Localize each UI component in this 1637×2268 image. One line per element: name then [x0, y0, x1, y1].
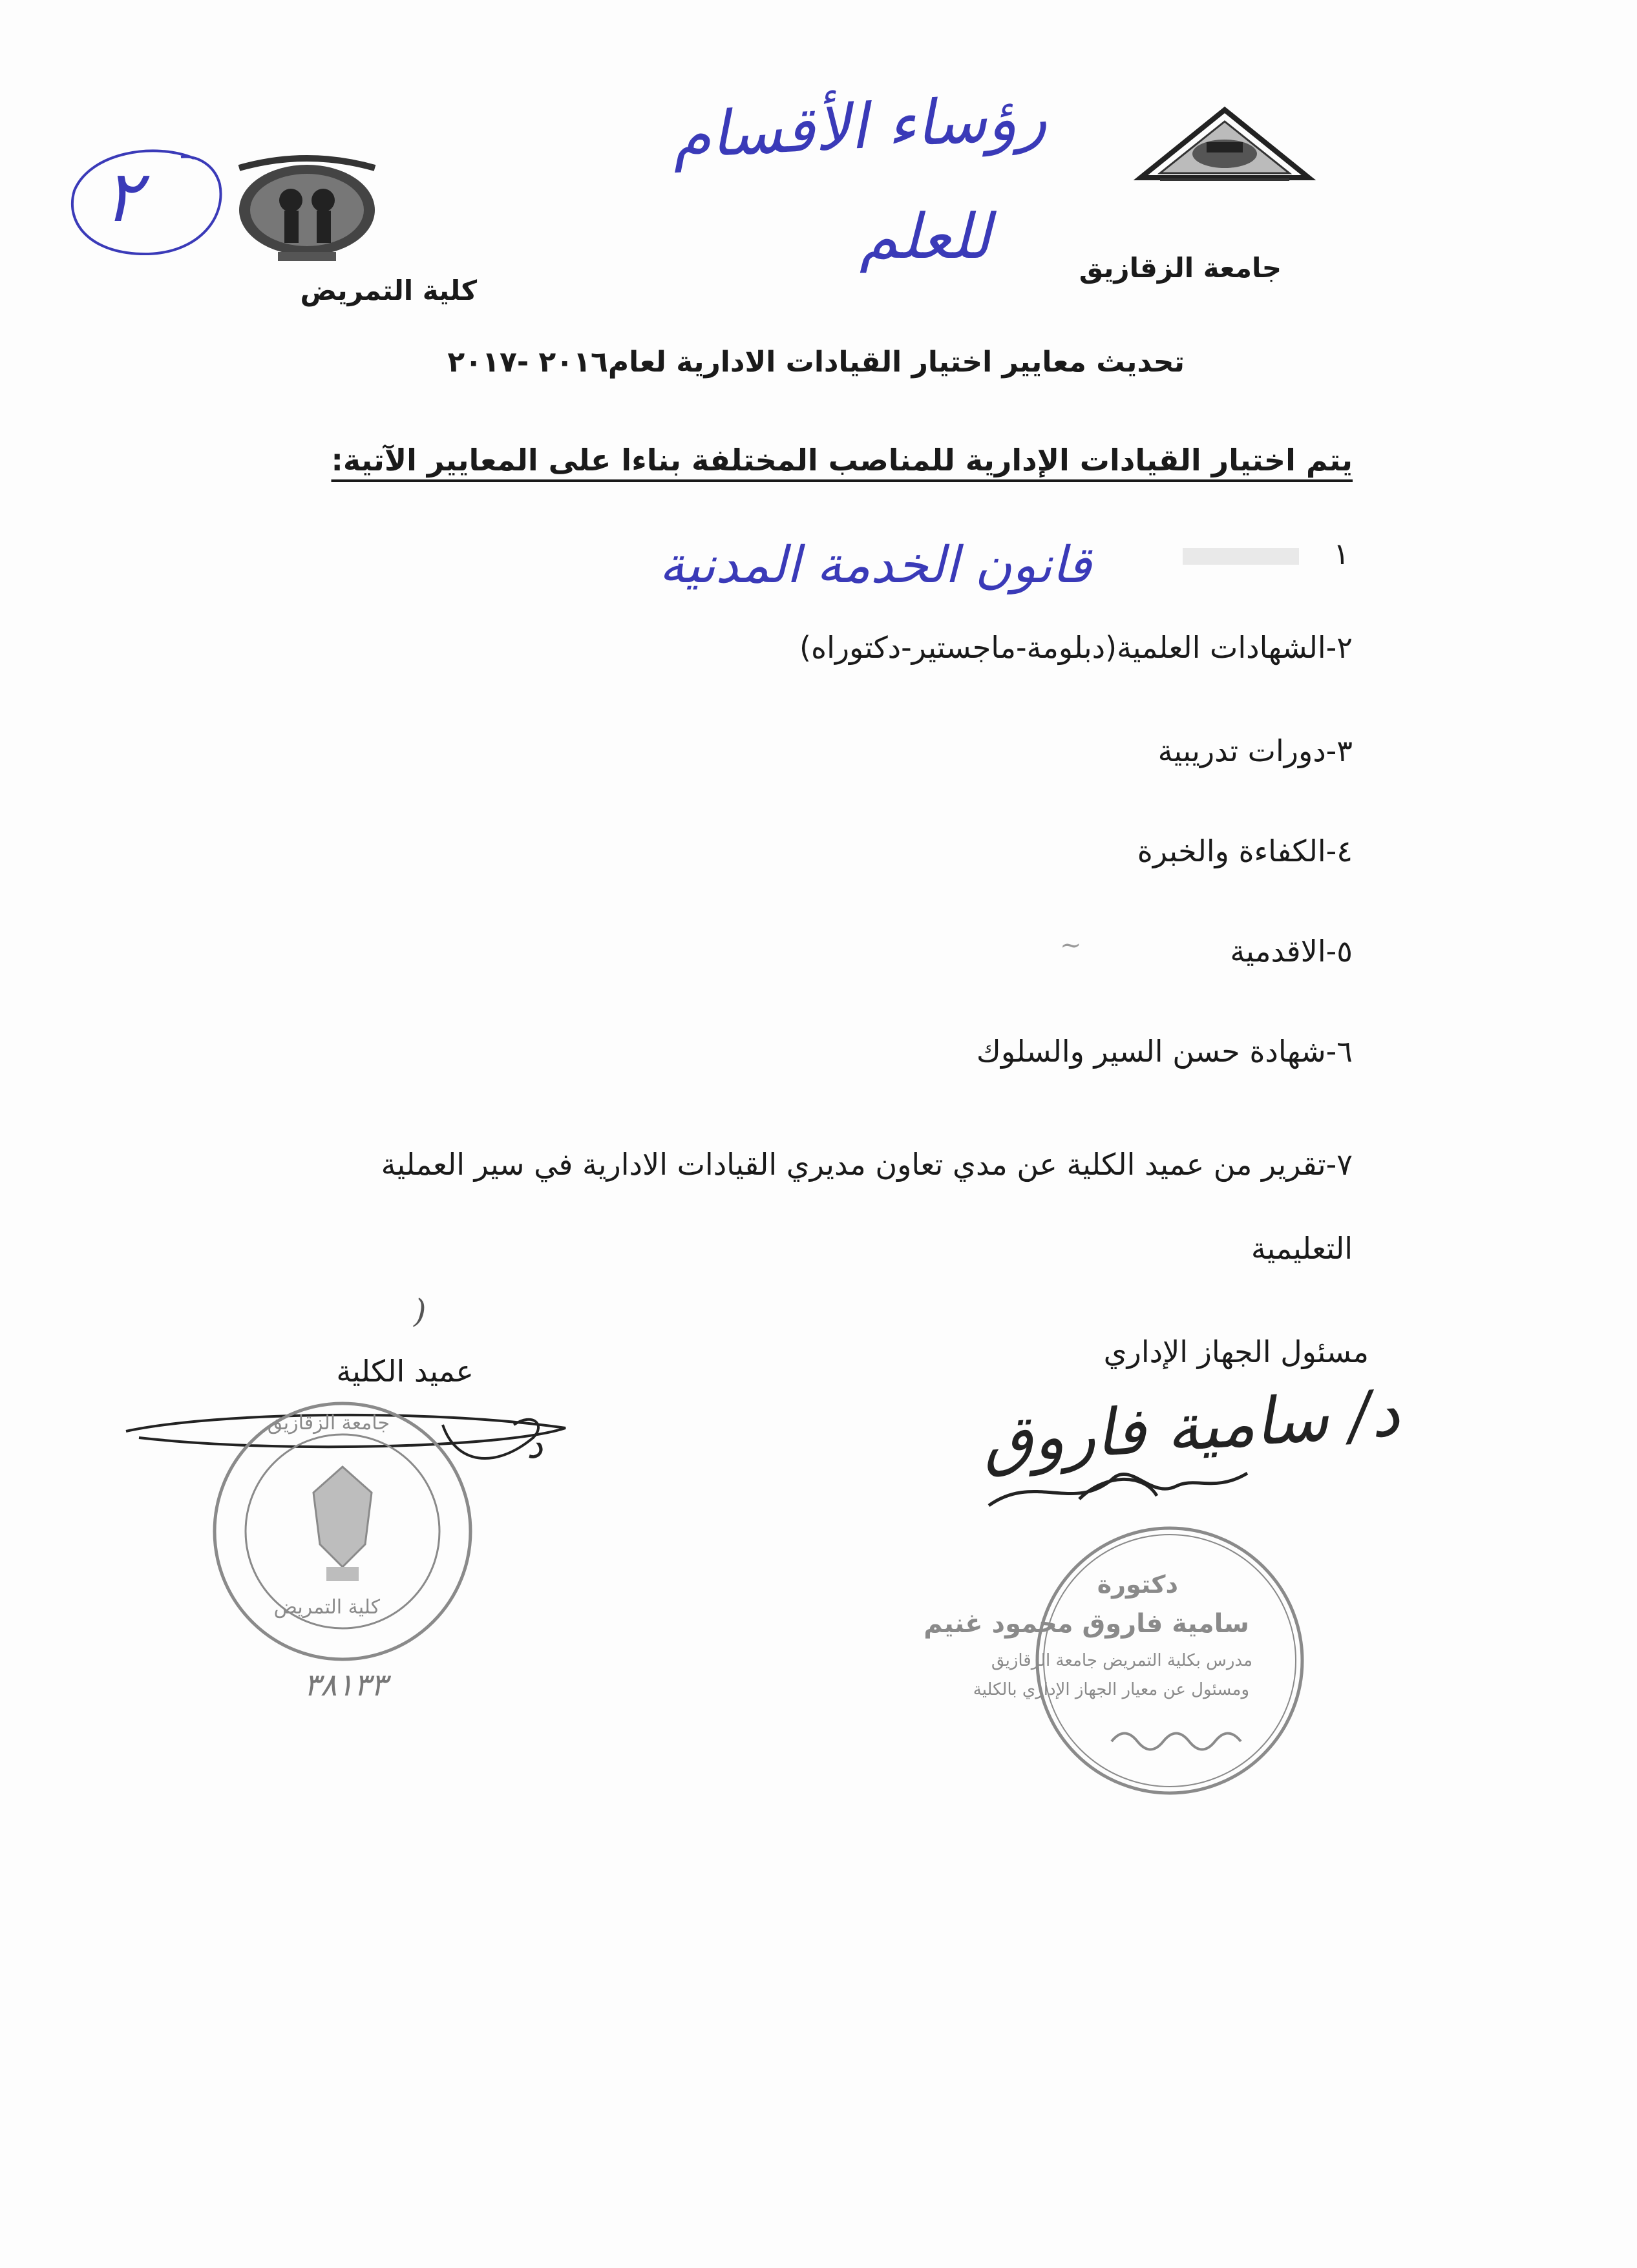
university-logo [1134, 103, 1315, 187]
handwritten-note-line1: رؤساء الأقسام [670, 80, 1049, 173]
document-title: تحديث معايير اختيار القيادات الادارية لعام٢٠١٦ -٢٠١٧ [447, 346, 1185, 379]
criterion-1-number: ١ [1333, 536, 1349, 571]
admin-stamp-line4: ومسئول عن معيار الجهاز الإداري بالكلية [973, 1680, 1249, 1699]
criterion-4-number: ٤ [1336, 834, 1353, 868]
criterion-3-text: -دورات تدريبية [1157, 733, 1337, 768]
admin-signature: د/ سامية فاروق [980, 1374, 1402, 1480]
criterion-1-handwritten: قانون الخدمة المدنية [659, 536, 1092, 594]
faculty-stamp [207, 1396, 478, 1667]
criterion-2-number: ٢ [1336, 630, 1353, 665]
criteria-intro: يتم اختيار القيادات الإدارية للمناصب المختلفة بناءا على المعايير الآتية: [331, 443, 1353, 478]
criterion-6-number: ٦ [1336, 1034, 1353, 1069]
handwritten-note-line2: للعلم [860, 200, 991, 273]
page-number-mark: ٢ [103, 155, 142, 238]
criterion-5-text: -الاقدمية [1230, 934, 1337, 969]
faculty-logo [226, 149, 388, 265]
criterion-6-text: -شهادة حسن السير والسلوك [976, 1034, 1337, 1069]
admin-stamp-line2: سامية فاروق محمود غنيم [924, 1609, 1249, 1639]
stamp-number: ٣٨١٣٣ [304, 1667, 387, 1703]
criterion-2 [799, 630, 1353, 665]
criterion-6 [977, 1034, 1353, 1069]
criterion-3-number: ٣ [1336, 733, 1353, 768]
dean-title: عميد الكلية [336, 1354, 474, 1389]
faculty-stamp-top-text: جامعة الزقازيق [267, 1412, 390, 1434]
stray-mark-2: ( [414, 1292, 427, 1330]
criterion-2-text: -الشهادات العلمية(دبلومة-ماجستير-دكتوراه) [799, 630, 1337, 665]
criterion-4-text: -الكفاءة والخبرة [1137, 834, 1337, 868]
university-name: جامعة الزقازيق [1079, 252, 1282, 284]
criterion-7-continuation: التعليمية [1251, 1231, 1353, 1266]
admin-stamp-line1: دكتورة [1097, 1570, 1178, 1599]
admin-officer-title: مسئول الجهاز الإداري [1103, 1334, 1369, 1369]
dean-signature-initial: د [527, 1425, 543, 1467]
faculty-name: كلية التمريض [300, 275, 477, 306]
criterion-7 [381, 1147, 1353, 1182]
erased-text-mark [1183, 548, 1299, 565]
criterion-7-text: -تقرير من عميد الكلية عن مدي تعاون مديري القيادات الادارية في سير العملية [381, 1147, 1337, 1182]
page-number-circle [65, 139, 233, 268]
admin-signature-scribble [982, 1447, 1254, 1518]
stray-mark: ~ [1060, 930, 1082, 960]
criterion-7-number: ٧ [1336, 1147, 1353, 1182]
criterion-4 [1137, 834, 1353, 868]
criterion-3 [1158, 733, 1353, 768]
criterion-5 [1230, 934, 1353, 969]
criterion-5-number: ٥ [1336, 934, 1353, 969]
faculty-stamp-bottom-text: كلية التمريض [273, 1596, 380, 1619]
admin-stamp-line3: مدرس بكلية التمريض جامعة الزقازيق [991, 1651, 1252, 1670]
